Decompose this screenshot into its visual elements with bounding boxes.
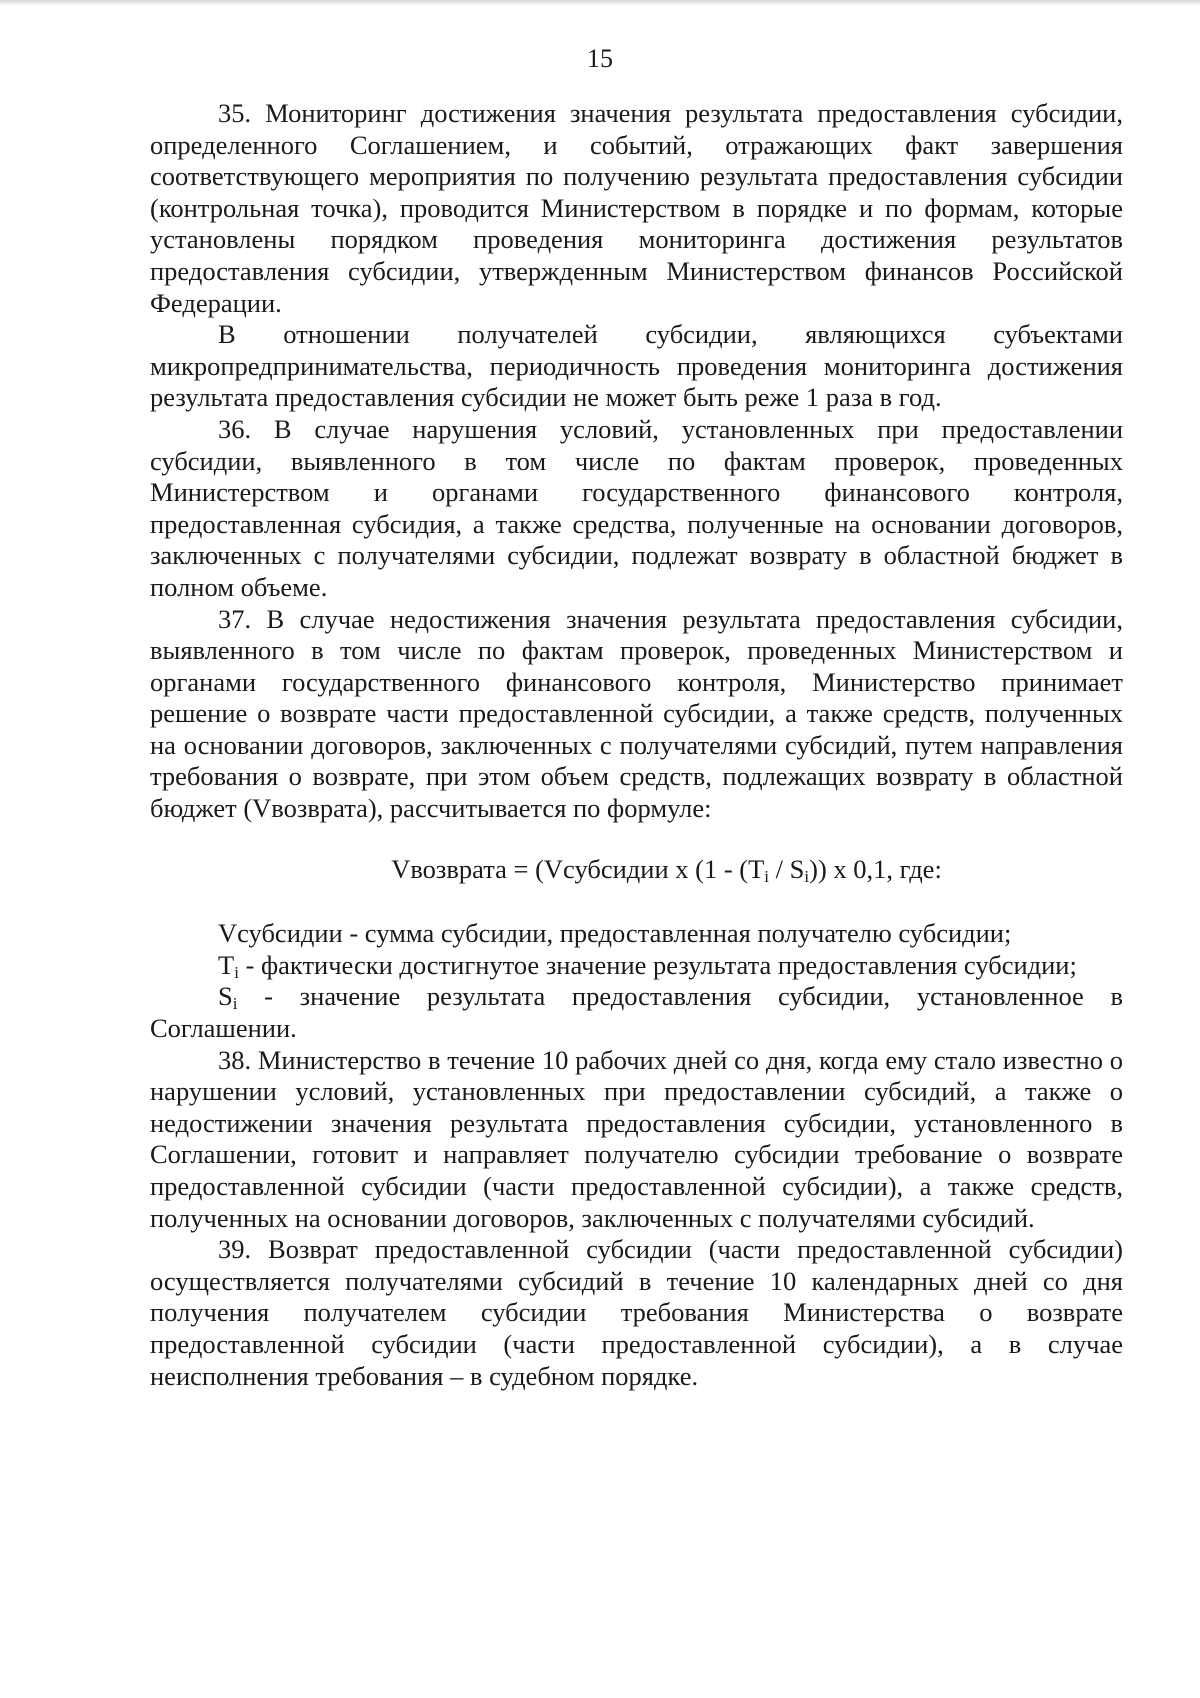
formula-rhs: )) x 0,1, где: — [809, 853, 942, 884]
page-number: 15 — [587, 44, 613, 73]
formula-sub-t: i — [764, 866, 770, 886]
definition-ti — [150, 950, 1123, 982]
paragraph-37: 37. В случае недостижения значения результата предоставления субсидии, выявленного в том числе по фактам проверок, проведенных Министерством и органами государственного финансового контроля, Министерство принимает решение о возврате части предоставленной субсидии, а также средств, полученных на основании договоров, заключенных с получателями субсидий, путем направления требования о возврате, при этом объем средств, подлежащих возврату в областной бюджет (Vвозврата), рассчитывается по формуле: — [150, 603, 1123, 824]
ti-text: - фактически достигнутое значение результата предоставления субсидии; — [238, 949, 1077, 980]
definition-si — [150, 981, 1123, 1044]
formula-mid: / S — [769, 853, 805, 884]
scan-edge — [0, 0, 1200, 6]
si-subscript: i — [232, 994, 238, 1014]
paragraph-35-micro: В отношении получателей субсидии, являющихся субъектами микропредпринимательства, периодичность проведения мониторинга достижения результата предоставления субсидии не может быть реже 1 раза в год. — [150, 319, 1123, 413]
si-text: - значение результата предоставления субсидии, установленное в Соглашении. — [150, 981, 1123, 1044]
definition-vsubsidii: Vсубсидии - сумма субсидии, предоставленная получателю субсидии; — [218, 918, 1012, 949]
paragraph-39: 39. Возврат предоставленной субсидии (части предоставленной субсидии) осуществляется получателями субсидий в течение 10 календарных дней со дня получения получателем субсидии требования Министерства о возврате предоставленной субсидии (части предоставленной субсидии), а в случае неисполнения требования – в судебном порядке. — [150, 1234, 1123, 1391]
ti-subscript: i — [234, 962, 239, 982]
ti-symbol: T — [218, 949, 235, 980]
si-symbol: S — [218, 981, 233, 1012]
formula-sub-s: i — [804, 866, 810, 886]
paragraph-35: 35. Мониторинг достижения значения результата предоставления субсидии, определенного Соглашением, и событий, отражающих факт завершения соответствующего мероприятия по получению результата предоставления субсидии (контрольная точка), проводится Министерством в порядке и по формам, которые установлены порядком проведения мониторинга достижения результатов предоставления субсидии, утвержденным Министерством финансов Российской Федерации. — [150, 98, 1123, 318]
paragraph-36: 36. В случае нарушения условий, установленных при предоставлении субсидии, выявленного в том числе по фактам проверок, проведенных Министерством и органами государственного финансового контроля, предоставленная субсидия, а также средства, полученные на основании договоров, заключенных с получателями субсидии, подлежат возврату в областной бюджет в полном объеме. — [150, 413, 1123, 602]
paragraph-38: 38. Министерство в течение 10 рабочих дней со дня, когда ему стало известно о нарушении условий, установленных при предоставлении субсидий, а также о недостижении значения результата предоставления субсидии, установленного в Соглашении, готовит и направляет получателю субсидии требование о возврате предоставленной субсидии (части предоставленной субсидии), а также средств, полученных на основании договоров, заключенных с получателями субсидий. — [150, 1044, 1123, 1233]
formula-lhs: Vвозврата = (Vсубсидии x (1 - (T — [391, 853, 765, 884]
return-formula — [150, 825, 1123, 919]
document-body — [150, 98, 1123, 1392]
